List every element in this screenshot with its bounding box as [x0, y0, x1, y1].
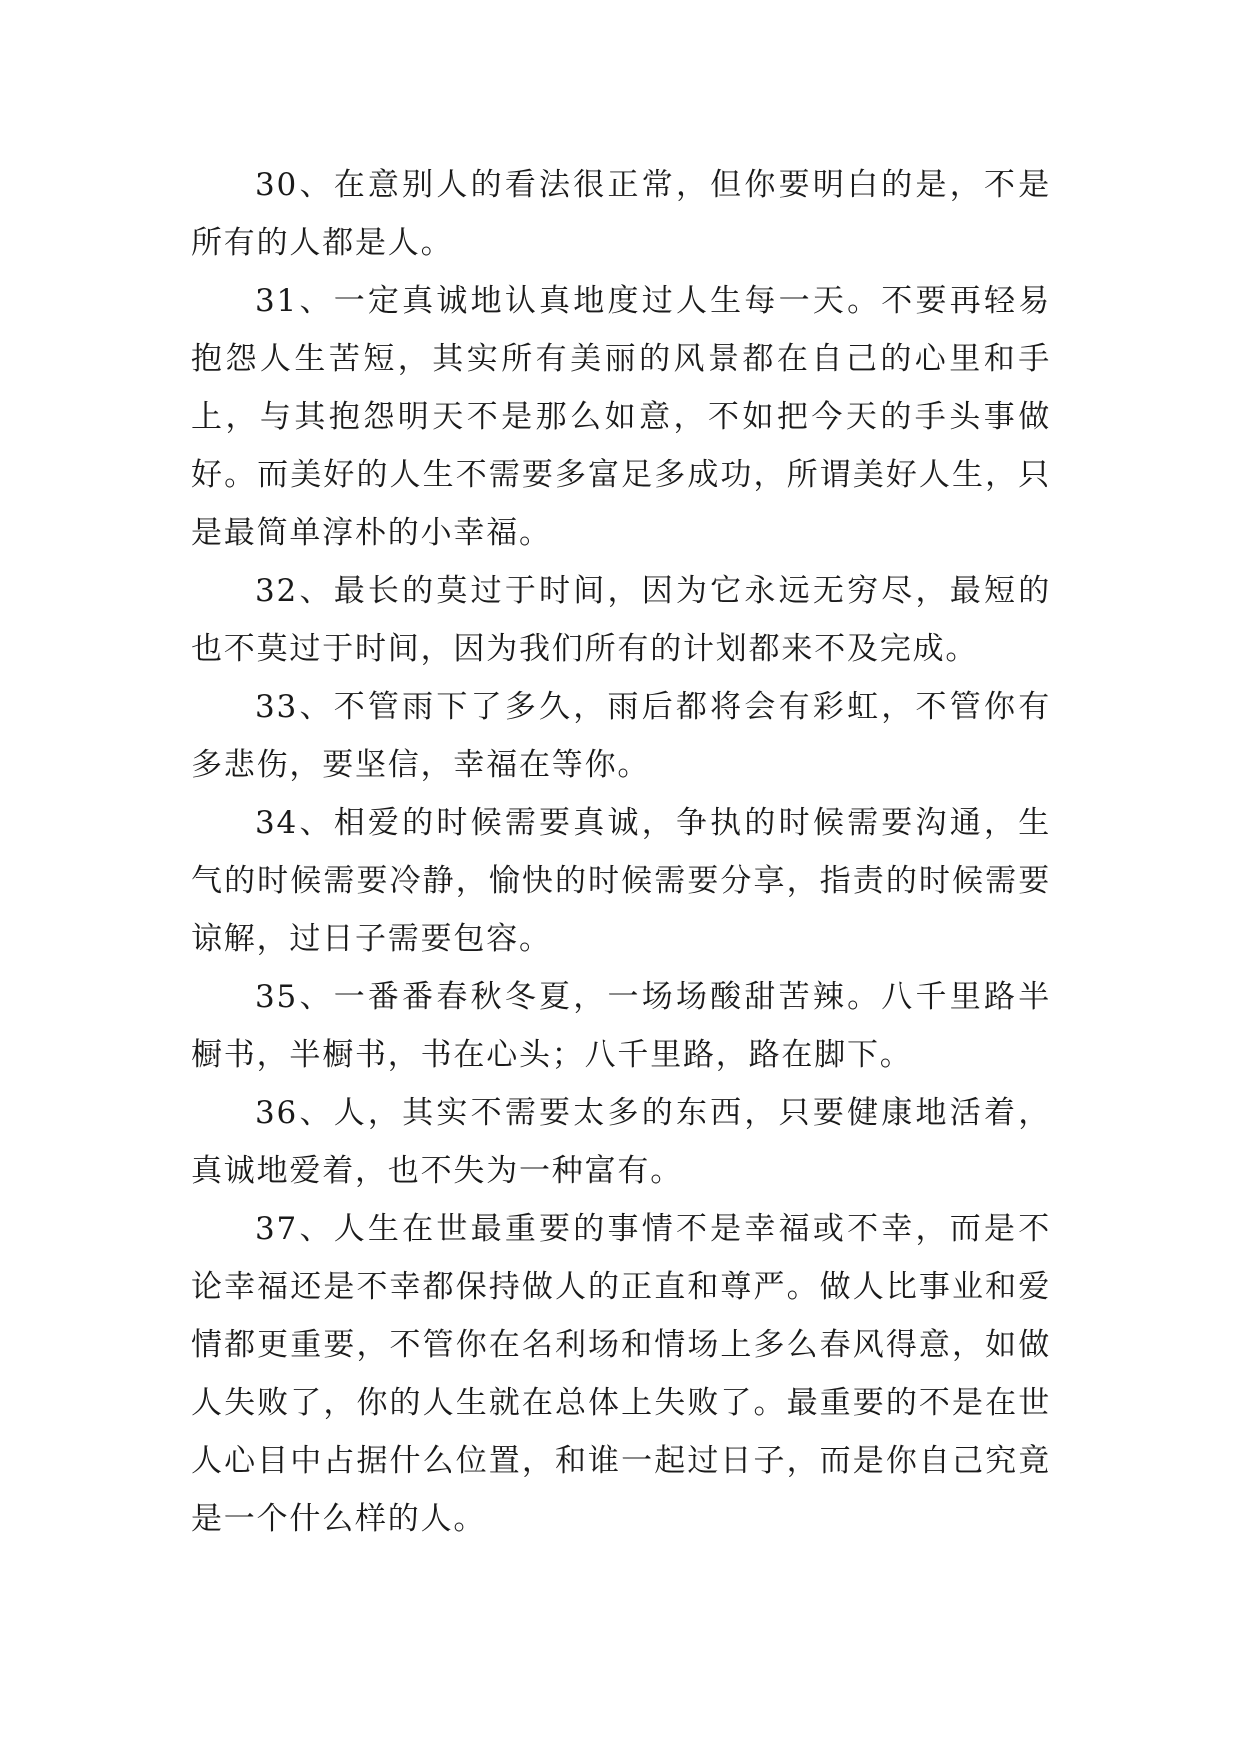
paragraph-32: 32、最长的莫过于时间，因为它永远无穷尽，最短的也不莫过于时间，因为我们所有的计划都来不及完成。: [191, 573, 1051, 667]
paragraph-31: 31、一定真诚地认真地度过人生每一天。不要再轻易抱怨人生苦短，其实所有美丽的风景都在自己的心里和手上，与其抱怨明天不是那么如意，不如把今天的手头事做好。而美好的人生不需要多富足多成功，所谓美好人生，只是最简单淳朴的小幸福。: [191, 283, 1051, 551]
paragraph-36: 36、人，其实不需要太多的东西，只要健康地活着，真诚地爱着，也不失为一种富有。: [191, 1095, 1051, 1189]
paragraph-33: 33、不管雨下了多久，雨后都将会有彩虹，不管你有多悲伤，要坚信，幸福在等你。: [191, 689, 1051, 783]
paragraph-30: 30、在意别人的看法很正常，但你要明白的是，不是所有的人都是人。: [191, 167, 1051, 261]
paragraph-37: 37、人生在世最重要的事情不是幸福或不幸，而是不论幸福还是不幸都保持做人的正直和尊严。做人比事业和爱情都更重要，不管你在名利场和情场上多么春风得意，如做人失败了，你的人生就在总体上失败了。最重要的不是在世人心目中占据什么位置，和谁一起过日子，而是你自己究竟是一个什么样的人。: [191, 1211, 1051, 1537]
paragraph-35: 35、一番番春秋冬夏，一场场酸甜苦辣。八千里路半橱书，半橱书，书在心头；八千里路，路在脚下。: [191, 979, 1051, 1073]
document-body: [191, 156, 1051, 1548]
paragraph-34: 34、相爱的时候需要真诚，争执的时候需要沟通，生气的时候需要冷静，愉快的时候需要分享，指责的时候需要谅解，过日子需要包容。: [191, 805, 1051, 957]
